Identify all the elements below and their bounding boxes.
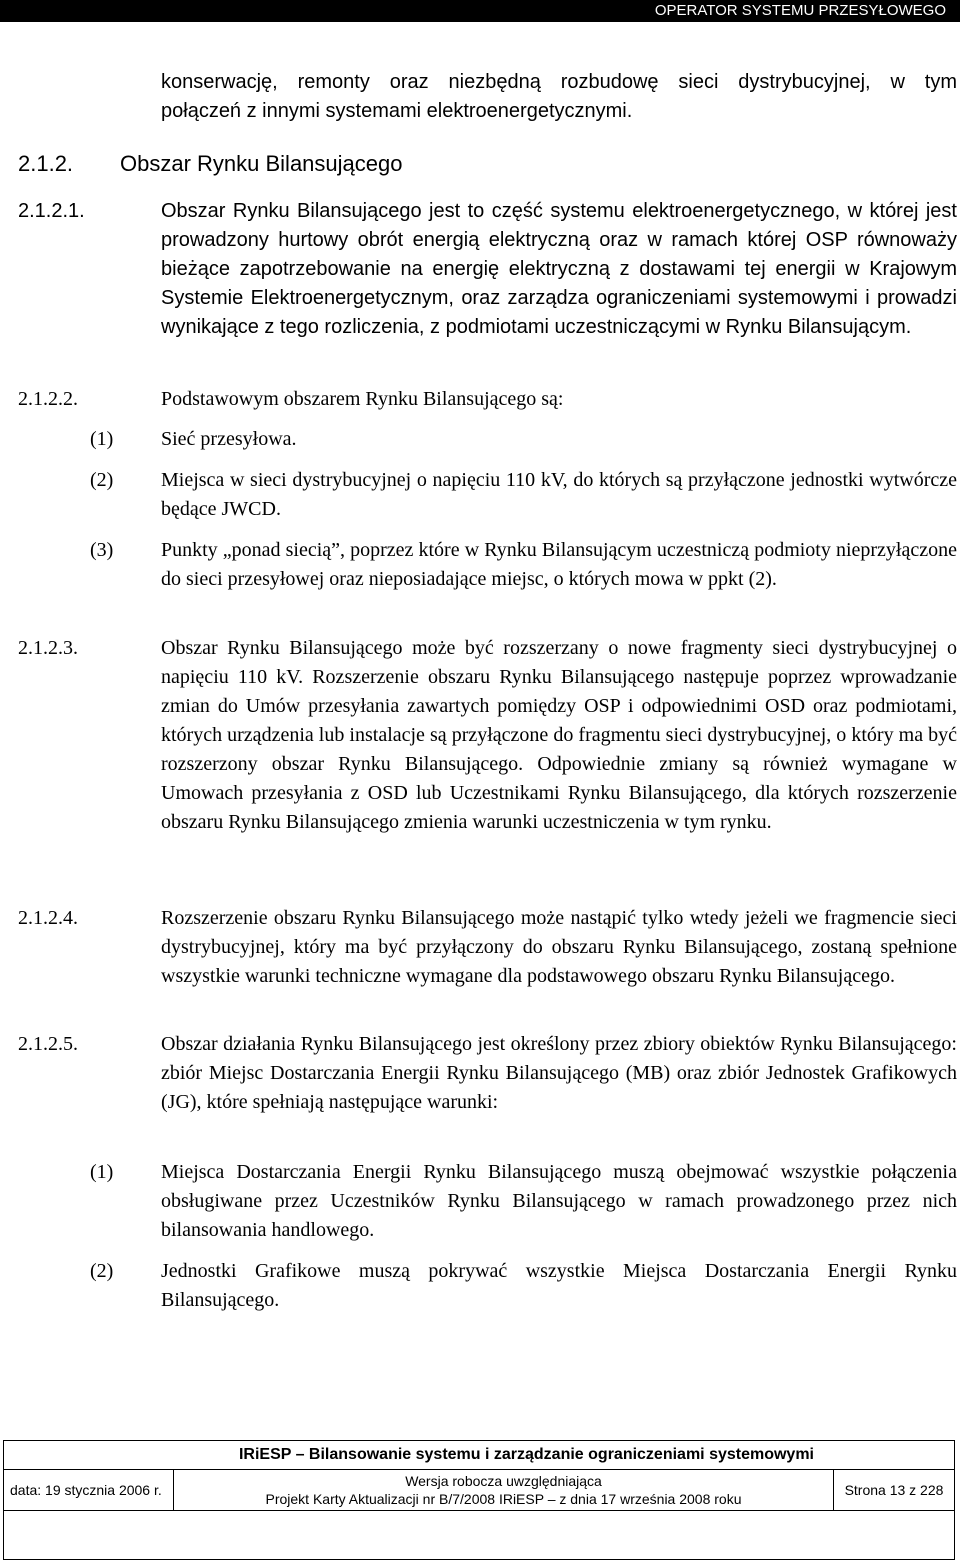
- item-number: (1): [90, 428, 114, 450]
- page-footer: [3, 1440, 955, 1560]
- paragraph-text: Obszar Rynku Bilansującego jest to część systemu elektroenergetycznego, w której jest prowadzony hurtowy obrót energią elektryczną oraz w ramach której OSP równoważy bieżące zapotrzebowanie na energię elektryczną z dostawami tej energii w Krajowym Systemie Elektroenergetycznym, oraz zarządza ograniczeniami systemowymi i prowadzi wynikające z tego rozliczenia, z podmiotami uczestniczącymi w Rynku Bilansującym.: [161, 200, 957, 338]
- intro-line: połączeń z innymi systemami elektroenergetycznymi.: [161, 100, 633, 122]
- list-item: [18, 1257, 957, 1315]
- list-item: [18, 425, 957, 454]
- item-number: (2): [90, 469, 114, 491]
- intro-line: konserwację, remonty oraz niezbędną rozbudowę sieci dystrybucyjnej, w tym: [161, 71, 957, 93]
- paragraph-2-1-2-5: [18, 1030, 957, 1117]
- item-number: (1): [90, 1161, 114, 1183]
- page-header: [0, 0, 960, 22]
- paragraph-2-1-2-1: [18, 197, 957, 342]
- footer-version-block: [174, 1470, 834, 1510]
- paragraph-2-1-2-4: [18, 904, 957, 991]
- item-text: Miejsca w sieci dystrybucyjnej o napięciu 110 kV, do których są przyłączone jednostki wytwórcze będące JWCD.: [161, 469, 957, 520]
- paragraph-text: Obszar Rynku Bilansującego może być rozszerzany o nowe fragmenty sieci dystrybucyjnej o napięciu 110 kV. Rozszerzenie obszaru Rynku Bilansującego następuje poprzez wprowadzanie zmian do Umów przesyłania zawartych pomiędzy OSP i odpowiednimi OSD oraz podmiotami, których urządzenia lub instalacje są przyłączone do fragmentu sieci dystrybucyjnej, o który ma być rozszerzony obszar Rynku Bilansującego. Odpowiednie zmiany są również wymagane w Umowach przesyłania z OSD lub Uczestnikami Rynku Bilansującego, dla których rozszerzenie obszaru Rynku Bilansującego zmienia warunki uczestniczenia w tym rynku.: [161, 637, 957, 833]
- item-text: Punkty „ponad siecią”, poprzez które w Rynku Bilansującym uczestniczą podmioty nieprzyłączone do sieci przesyłowej oraz nieposiadające miejsc, o których mowa w ppkt (2).: [161, 539, 957, 590]
- intro-text: [161, 68, 957, 126]
- item-text: Jednostki Grafikowe muszą pokrywać wszystkie Miejsca Dostarczania Energii Rynku Bilansującego.: [161, 1260, 957, 1311]
- list-item: [18, 466, 957, 524]
- footer-info-row: [4, 1470, 954, 1511]
- item-text: Sieć przesyłowa.: [161, 428, 297, 450]
- paragraph-text: Podstawowym obszarem Rynku Bilansującego są:: [161, 388, 564, 410]
- section-title: Obszar Rynku Bilansującego: [120, 151, 403, 176]
- list-item: [18, 1158, 957, 1245]
- header-title: OPERATOR SYSTEMU PRZESYŁOWEGO: [654, 2, 946, 19]
- footer-date: data: 19 stycznia 2006 r.: [4, 1470, 174, 1510]
- footer-project: Projekt Karty Aktualizacji nr B/7/2008 IRiESP – z dnia 17 września 2008 roku: [265, 1491, 742, 1507]
- paragraph-number: 2.1.2.5.: [18, 1033, 78, 1055]
- paragraph-text: Rozszerzenie obszaru Rynku Bilansującego może nastąpić tylko wtedy jeżeli we fragmencie sieci dystrybucyjnej, który ma być przyłączony do obszaru Rynku Bilansującego, zostaną spełnione wszystkie warunki techniczne wymagane dla podstawowego obszaru Rynku Bilansującego.: [161, 907, 957, 987]
- footer-version: Wersja robocza uwzględniająca: [405, 1473, 602, 1489]
- paragraph-number: 2.1.2.4.: [18, 907, 78, 929]
- section-heading: [18, 149, 402, 179]
- paragraph-text: Obszar działania Rynku Bilansującego jest określony przez zbiory obiektów Rynku Bilansującego: zbiór Miejsc Dostarczania Energii Rynku Bilansującego (MB) oraz zbiór Jednostek Grafikowych (JG), które spełniają następujące warunki:: [161, 1033, 957, 1113]
- paragraph-number: 2.1.2.3.: [18, 637, 78, 659]
- paragraph-2-1-2-2: [18, 385, 957, 414]
- item-number: (2): [90, 1260, 114, 1282]
- list-item: [18, 536, 957, 594]
- item-text: Miejsca Dostarczania Energii Rynku Bilansującego muszą obejmować wszystkie połączenia obsługiwane przez Uczestników Rynku Bilansującego w ramach prowadzonego przez nich bilansowania handlowego.: [161, 1161, 957, 1241]
- footer-title: IRiESP – Bilansowanie systemu i zarządzanie ograniczeniami systemowymi: [4, 1441, 954, 1470]
- paragraph-number: 2.1.2.1.: [18, 200, 85, 222]
- footer-page-number: Strona 13 z 228: [844, 1482, 944, 1498]
- item-number: (3): [90, 539, 114, 561]
- paragraph-number: 2.1.2.2.: [18, 388, 78, 410]
- section-number: 2.1.2.: [18, 151, 74, 176]
- paragraph-2-1-2-3: [18, 634, 957, 837]
